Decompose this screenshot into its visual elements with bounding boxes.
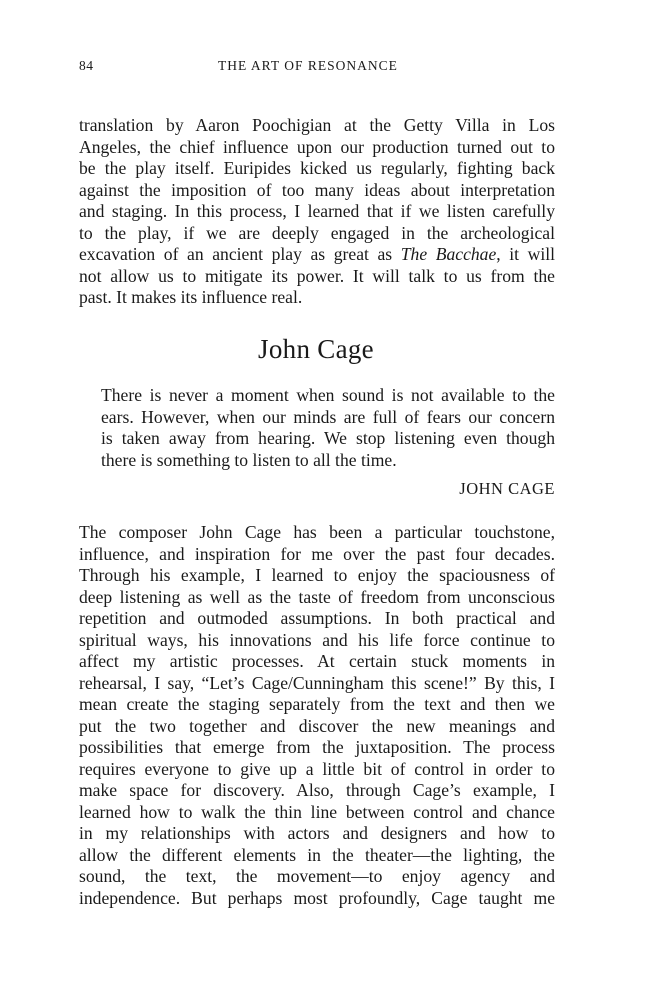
text-line: spiritual ways, his innovations and his life force continue to — [79, 629, 555, 650]
text-line: not allow us to mitigate its power. It will talk to us from the — [79, 265, 555, 286]
epigraph-attribution: JOHN CAGE — [459, 479, 555, 498]
text-line-with-title — [79, 244, 555, 266]
epigraph-line: is taken away from hearing. We stop listening even though — [101, 428, 555, 448]
epigraph-line: There is never a moment when sound is not available to the — [101, 385, 555, 405]
text-line: past. It makes its influence real. — [79, 287, 303, 307]
text-line: affect my artistic processes. At certain stuck moments in — [79, 651, 555, 671]
text-line: to the play, if we are deeply engaged in the archeological — [79, 222, 555, 243]
text-line: deep listening as well as the taste of freedom from unconscious — [79, 586, 555, 607]
text-line: be the play itself. Euripides kicked us regularly, fighting back — [79, 158, 555, 178]
text-line: The composer John Cage has been a particular touchstone, — [79, 522, 555, 542]
text-line: repetition and outmoded assumptions. In both practical and — [79, 608, 555, 628]
text-line: and staging. In this process, I learned that if we listen carefully — [79, 201, 555, 221]
page-number: 84 — [79, 58, 94, 73]
text-line: translation by Aaron Poochigian at the Getty Villa in Los — [79, 115, 555, 135]
text-line: rehearsal, I say, “Let’s Cage/Cunningham this scene!” By this, I — [79, 672, 555, 693]
epigraph-line: there is something to listen to all the time. — [101, 449, 397, 470]
section-heading: John Cage — [258, 334, 374, 364]
text-line: in my relationships with actors and designers and how to — [79, 823, 555, 843]
running-head — [79, 58, 555, 78]
text-line: make space for discovery. Also, through Cage’s example, I — [79, 780, 555, 800]
text-line: sound, the text, the movement—to enjoy agency and — [79, 866, 555, 886]
text-line: requires everyone to give up a little bit of control in order to — [79, 758, 555, 779]
running-title: THE ART OF RESONANCE — [218, 58, 398, 73]
text-line: influence, and inspiration for me over the past four decades. — [79, 543, 555, 564]
epigraph-line: ears. However, when our minds are full of fears our concern — [101, 406, 555, 427]
text-line: learned how to walk the thin line between control and chance — [79, 801, 555, 822]
epigraph — [101, 385, 555, 471]
text-line: Through his example, I learned to enjoy the spaciousness of — [79, 565, 555, 585]
text-fragment: excavation of an ancient play as great as — [79, 244, 393, 264]
paragraph-2 — [79, 522, 555, 909]
text-line: put the two together and discover the new meanings and — [79, 715, 555, 736]
play-title: The Bacchae — [400, 244, 497, 264]
text-line: independence. But perhaps most profoundly, Cage taught me — [79, 887, 555, 908]
text-line: Angeles, the chief influence upon our production turned out to — [79, 136, 555, 157]
text-line: against the imposition of too many ideas about interpretation — [79, 179, 555, 200]
paragraph-1 — [79, 115, 555, 309]
text-fragment: , it will — [496, 244, 556, 264]
text-line: mean create the staging separately from the text and then we — [79, 694, 555, 714]
text-line: possibilities that emerge from the juxtaposition. The process — [79, 737, 555, 757]
text-line: allow the different elements in the theater—the lighting, the — [79, 844, 555, 865]
